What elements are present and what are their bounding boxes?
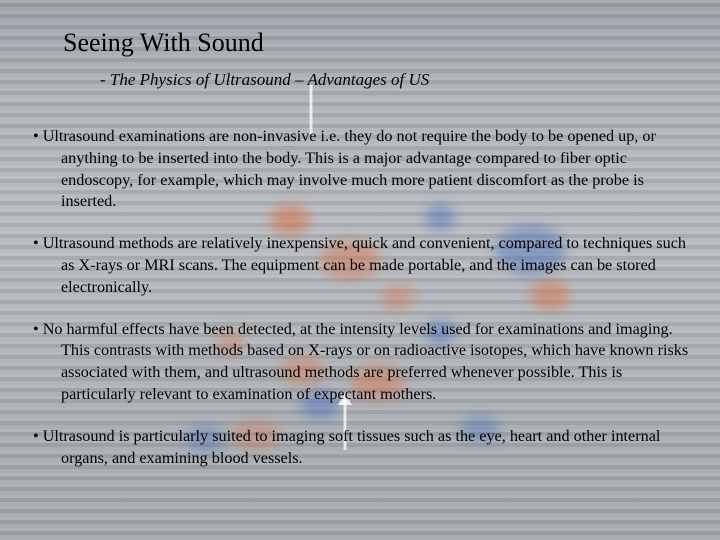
bullet-list <box>27 126 699 469</box>
bullet-item <box>27 233 699 298</box>
bullet-symbol: • <box>33 426 39 445</box>
bullet-text: Ultrasound examinations are non-invasive i.e. they do not require the body to be opened up, or anything to be inserted into the body. This is a major advantage compared to fiber optic endoscopy, for example, which may involve much more patient discomfort as the probe is inserted. <box>42 127 656 211</box>
bullet-symbol: • <box>33 319 39 338</box>
bullet-text: Ultrasound methods are relatively inexpensive, quick and convenient, compared to techniques such as X-rays or MRI scans. The equipment can be made portable, and the images can be stored electronically. <box>42 234 686 296</box>
slide-title: Seeing With Sound <box>63 28 264 57</box>
bullet-symbol: • <box>33 127 39 145</box>
bullet-item <box>27 126 699 213</box>
bullet-text: No harmful effects have been detected, at the intensity levels used for examinations and imaging. This contrasts with methods based on X-rays or on radioactive isotopes, which have known risks associated with them, and ultrasound methods are preferred whenever possible. This is particularly relevant to examination of expectant mothers. <box>42 319 689 403</box>
bullet-symbol: • <box>33 234 39 253</box>
slide-subtitle: - The Physics of Ultrasound – Advantages of US <box>100 70 430 89</box>
bullet-item <box>27 426 699 470</box>
bullet-item <box>27 319 699 406</box>
bullet-text: Ultrasound is particularly suited to imaging soft tissues such as the eye, heart and other internal organs, and examining blood vessels. <box>42 426 661 467</box>
